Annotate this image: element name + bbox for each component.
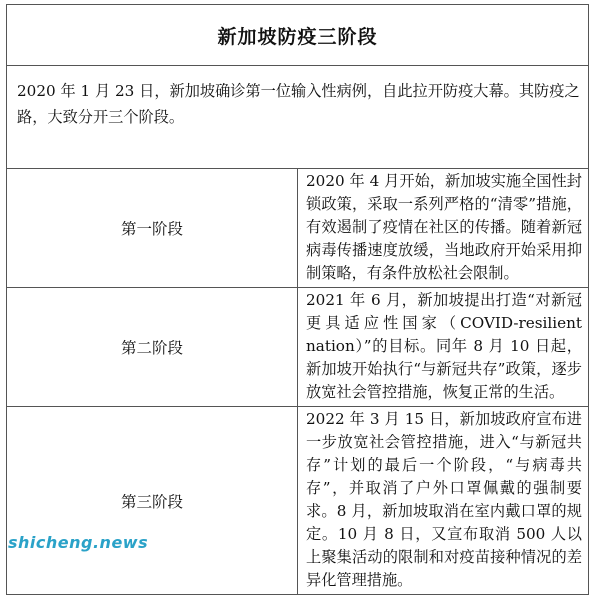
stages-document <box>6 4 589 589</box>
stages-table <box>6 4 589 595</box>
stage-description: 2020 年 4 月开始，新加坡实施全国性封锁政策，采取一系列严格的“清零”措施，有效遏制了疫情在社区的传播。随着新冠病毒传播速度放缓，当地政府开始采用抑制策略，有条件放松社会限制。 <box>298 169 589 288</box>
watermark: shicheng.news <box>8 533 149 552</box>
intro-paragraph: 2020 年 1 月 23 日，新加坡确诊第一位输入性病例，自此拉开防疫大幕。其防疫之路，大致分开三个阶段。 <box>7 66 589 169</box>
stage-label: 第二阶段 <box>7 288 298 407</box>
intro-row <box>7 66 589 169</box>
stage-row-1 <box>7 169 589 288</box>
title-row <box>7 5 589 66</box>
stage-row-3 <box>7 407 589 595</box>
document-title: 新加坡防疫三阶段 <box>7 5 589 66</box>
stage-description: 2021 年 6 月，新加坡提出打造“对新冠更具适应性国家（COVID-resilient nation）”的目标。同年 8 月 10 日起，新加坡开始执行“与新冠共存”政策，逐步放宽社会管控措施，恢复正常的生活。 <box>298 288 589 407</box>
stage-label: 第三阶段 <box>7 407 298 595</box>
stage-label: 第一阶段 <box>7 169 298 288</box>
stage-description: 2022 年 3 月 15 日，新加坡政府宣布进一步放宽社会管控措施，进入“与新冠共存”计划的最后一个阶段，“与病毒共存”，并取消了户外口罩佩戴的强制要求。8 月，新加坡取消在室内戴口罩的规定。10 月 8 日，又宣布取消 500 人以上聚集活动的限制和对疫苗接种情况的差异化管理措施。 <box>298 407 589 595</box>
stage-row-2 <box>7 288 589 407</box>
